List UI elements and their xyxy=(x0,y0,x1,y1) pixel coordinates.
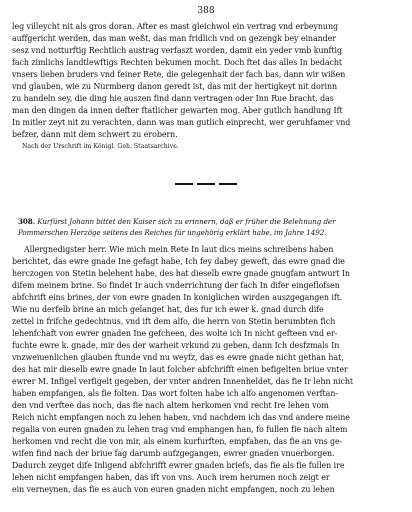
document-heading xyxy=(18,216,404,238)
text-line: leg villeycht nit als gros doran. After es mast gleichwol ein vertrag vnd erbeynung xyxy=(12,22,338,31)
text-line: Dadurch zeyget dife Inligend abfchrifft ewrer gnaden briefs, das fie als fie fullen ire xyxy=(12,461,345,470)
text-line: herczogen von Stetin belehent habe, des hat dieselb ewre gnade gnugfam antwurt In xyxy=(12,269,350,278)
source-note: Nach der Urschrift im Königl. Geh. Staatsarchive. xyxy=(22,143,179,150)
heading-line xyxy=(18,227,404,238)
text-line: wifen find nach der briue fag darumb aufzgegangen, ewrer gnaden vnuerborgen. xyxy=(12,449,335,458)
text-line: lehenfchaft von ewrer gnaden Ine gefcheen, des wolte ich In nicht gefteen vnd er- xyxy=(12,329,338,338)
text-line: In mitler zeyt nit zu verachten, dann was man gutlich einprecht, wer geruhfamer vnd xyxy=(12,118,351,127)
text-line: lehen nicht empfangen haben, das ift von vns. Auch irem herumen noch zeigt er xyxy=(12,473,330,482)
text-line: Reich nicht empfangen noch zu lehen haben, vnd nachdem ich das vnd andere meine xyxy=(12,413,350,422)
text-line: herkomen vnd recht die von mir, als einem kurfurften, empfahen, das fie an vns ge- xyxy=(12,437,343,446)
text-line: zettel in frifche gedechtnus, vnd ift dem alfo, die herrn von Stetin berumbten fich xyxy=(12,317,336,326)
text-line: abfchrift eins brines, der von ewre gnaden In koniglichen wirden auszgegangen ift. xyxy=(12,293,343,302)
text-line: auffgericht werden, das man weßt, das man fridlich vnd on gezengk bey einander xyxy=(12,34,336,43)
text-line: Allergnedigster herr. Wie mich mein Rete In laut dics meins schreibens haben xyxy=(24,245,334,254)
text-line: haben empfangen, als fie folten. Das wort folten habe ich alfo angenomen verftan- xyxy=(12,389,338,398)
text-line: vnzweiuenlichen glauben ftunde vnd nu weyfz, das es ewre gnade nicht gethan hat, xyxy=(12,353,344,362)
text-line: Wie nu derfelb brine an mich gelanget hat, des fur ich ewer k. gnad durch dife xyxy=(12,305,324,314)
text-line: zu handeln sey, die ding hie auszen find dann vertragen oder Inn Rue bracht, das xyxy=(12,94,334,103)
text-line: difem meinem brine. So findet Ir auch vnderrichtung der fach In difer eingeflofsen xyxy=(12,281,340,290)
text-line: befzer, dann mit dem schwert zu erobern. xyxy=(12,130,178,139)
page-number: 388 xyxy=(197,6,215,16)
text-line: fach zimlichs landtlewftigs Rechten bekumen mocht. Doch ftet das alles In bedacht xyxy=(12,58,343,67)
document-number: 308. xyxy=(18,217,36,226)
text-line: sesz vnd notturftig Rechtlich austrag verfaszt worden, damit ein yeder vmb kunftig xyxy=(12,46,342,55)
text-line: ewrer M. Infigel verfigelt gegeben, der vnter andren Innenheldet, das fie Ir lehn nicht xyxy=(12,377,354,386)
text-line: den vnd verftee das noch, das fie nach altem herkomen vnd recht Ire lehen vom xyxy=(12,401,329,410)
text-line: vnd glauben, wie zu Nurmberg danon geredt ist, das mit der hertigkeyt nit dorinn xyxy=(12,82,338,91)
upper-text-block xyxy=(12,21,404,152)
heading-text: Kurfürst Johann bittet den Kaiser sich zu erinnern, daß er früher die Belehnung der xyxy=(37,217,336,226)
heading-line xyxy=(18,216,404,227)
text-line: des hat mir dieselb ewre gnade In laut folcher abfchrifft einen befigelten briue vnter xyxy=(12,365,348,374)
section-divider xyxy=(0,183,412,185)
text-line: man den dingen da innen defter ftatlicher gewarten mog. Aber gutlich handlung Ift xyxy=(12,106,343,115)
heading-text: Pommerschen Herzöge seitens des Reiches für ungehörig erklärt habe, im Jahre 1492. xyxy=(18,228,327,237)
text-line: berichtet, das ewre gnade Ine gefagt habe, Ich fey dabey geweft, das ewre gnad die xyxy=(12,257,345,266)
lower-text-block xyxy=(12,244,404,496)
text-line: ein verneynen, das fie es auch von euren gnaden nicht empfangen, noch zu lehen xyxy=(12,485,335,494)
text-line: regalia von euren gnaden zu lehen trag vnd emphangen han, fo fullen fie nach altem xyxy=(12,425,348,434)
text-line: vnsers lieben bruders vnd feiner Rete, die gelegenhait der fach bas, dann wir wißen xyxy=(12,70,346,79)
text-line: fuchte ewre k. gnade, mir des der warheit vrkund zu geben, dann Ich desfzmals In xyxy=(12,341,340,350)
